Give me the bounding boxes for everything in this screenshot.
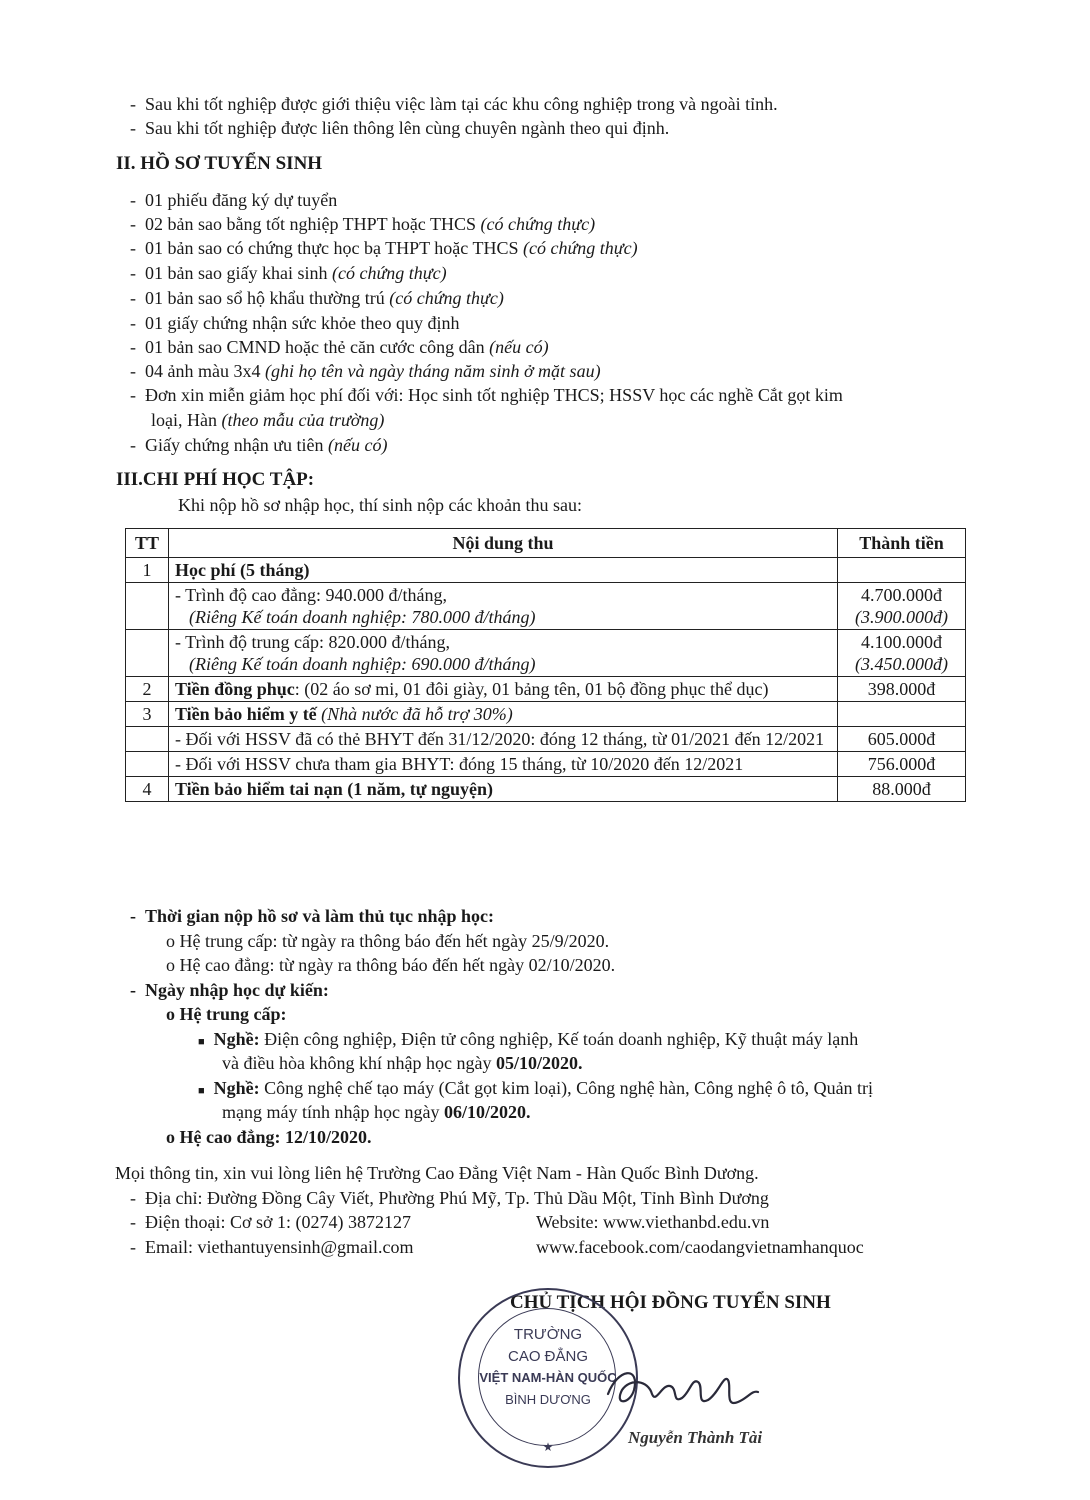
row-number: 2 <box>126 677 169 702</box>
row-amount <box>838 630 966 677</box>
row-number: 3 <box>126 702 169 727</box>
square-bullet-icon: ■ <box>198 1036 205 1048</box>
document-item: - 01 bản sao giấy khai sinh (có chứng thực) <box>130 263 447 283</box>
square-bullet-icon: ■ <box>198 1085 205 1097</box>
item-note: (có chứng thực) <box>480 214 596 234</box>
table-row <box>126 630 966 677</box>
document-item: - 01 giấy chứng nhận sức khỏe theo quy định <box>130 313 460 333</box>
section-3-intro: Khi nộp hồ sơ nhập học, thí sinh nộp các khoản thu sau: <box>178 495 582 515</box>
section-3-title: III.CHI PHÍ HỌC TẬP: <box>116 469 315 490</box>
enroll-title-text: Ngày nhập học dự kiến: <box>145 980 329 1000</box>
nghe-date: 06/10/2020. <box>443 1102 531 1122</box>
item-note: (theo mẫu của trường) <box>221 410 385 430</box>
row-amount: 398.000đ <box>838 677 966 702</box>
contact-phone-text: Điện thoại: Cơ sở 1: (0274) 3872127 <box>145 1212 412 1232</box>
col-header-tt: TT <box>126 529 169 558</box>
item-note: (có chứng thực) <box>522 238 638 258</box>
document-item: - 01 phiếu đăng ký dự tuyển <box>130 190 338 210</box>
enroll-cd: o Hệ cao đẳng: 12/10/2020. <box>166 1127 372 1147</box>
document-item: - 02 bản sao bằng tốt nghiệp THPT hoặc THCS (có chứng thực) <box>130 214 596 234</box>
col-header-amount: Thành tiền <box>838 529 966 558</box>
nghe-item-2 <box>198 1077 873 1102</box>
row-content <box>169 702 838 727</box>
amount-note: (3.450.000đ) <box>855 654 948 674</box>
row-content: - Đối với HSSV đã có thẻ BHYT đến 31/12/2020: đóng 12 tháng, từ 01/2021 đến 12/2021 <box>169 727 838 752</box>
row-content <box>169 583 838 630</box>
row-label: Học phí (5 tháng) <box>169 558 838 583</box>
item-text: loại, Hàn <box>151 410 222 430</box>
table-row <box>126 702 966 727</box>
item-note: (có chứng thực) <box>389 288 504 308</box>
document-item: - 01 bản sao CMND hoặc thẻ căn cước công dân (nếu có) <box>130 337 549 357</box>
contact-address: - Địa chỉ: Đường Đồng Cây Viết, Phường Phú Mỹ, Tp. Thủ Dầu Một, Tỉnh Bình Dương <box>130 1188 769 1208</box>
document-item: - Giấy chứng nhận ưu tiên (nếu có) <box>130 435 388 455</box>
enroll-tc-text: Hệ trung cấp: <box>179 1004 287 1024</box>
submit-tc: o Hệ trung cấp: từ ngày ra thông báo đến hết ngày 25/9/2020. <box>166 931 610 951</box>
section-2-title: II. HỒ SƠ TUYỂN SINH <box>116 153 323 174</box>
row-content <box>169 677 838 702</box>
row-content <box>169 630 838 677</box>
row-number: 4 <box>126 777 169 802</box>
nghe-date: 05/10/2020. <box>495 1053 583 1073</box>
seal-line-2: CAO ĐẲNG <box>507 1348 588 1365</box>
item-note: (ghi họ tên và ngày tháng năm sinh ở mặt sau) <box>264 361 601 381</box>
seal-star-icon: ★ <box>542 1440 554 1454</box>
item-note: (có chứng thực) <box>331 263 447 283</box>
item-text: 04 ảnh màu 3x4 <box>145 361 265 381</box>
amount-value: 4.100.000đ <box>861 632 942 652</box>
document-item: - 01 bản sao sổ hộ khẩu thường trú (có chứng thực) <box>130 288 504 308</box>
item-text: Đơn xin miễn giảm học phí đối với: Học sinh tốt nghiệp THCS; HSSV học các nghề Cắt gọt kim <box>145 385 843 405</box>
enroll-tc-title: o Hệ trung cấp: <box>166 1004 287 1024</box>
table-header-row <box>126 529 966 558</box>
row-amount <box>838 702 966 727</box>
item-note: (nếu có) <box>489 337 549 357</box>
submit-cd-text: Hệ cao đẳng: từ ngày ra thông báo đến hết ngày 02/10/2020. <box>179 955 616 975</box>
seal-line-4: BÌNH DƯƠNG <box>505 1392 591 1407</box>
col-header-content: Nội dung thu <box>169 529 838 558</box>
row-label: Tiền bảo hiểm tai nạn (1 năm, tự nguyện) <box>169 777 838 802</box>
seal-line-3: VIỆT NAM-HÀN QUỐC <box>479 1370 617 1385</box>
row-amount: 756.000đ <box>838 752 966 777</box>
item-text: 01 giấy chứng nhận sức khỏe theo quy định <box>145 313 460 333</box>
nghe-label: Nghề: <box>213 1078 260 1098</box>
signer-name: Nguyễn Thành Tài <box>628 1428 763 1447</box>
submit-title: - Thời gian nộp hồ sơ và làm thủ tục nhập học: <box>130 906 495 926</box>
contact-website: Website: www.viethanbd.edu.vn <box>536 1212 770 1232</box>
contact-facebook: www.facebook.com/caodangvietnamhanquoc <box>536 1237 864 1257</box>
row-label: Tiền đồng phục <box>175 679 295 699</box>
row-label: Tiền bảo hiểm y tế <box>175 704 322 724</box>
row-number <box>126 727 169 752</box>
table-row <box>126 558 966 583</box>
handwritten-signature <box>600 1360 770 1420</box>
amount-value: 4.700.000đ <box>861 585 942 605</box>
row-line: - Trình độ trung cấp: 820.000 đ/tháng, <box>175 632 450 652</box>
submit-title-text: Thời gian nộp hồ sơ và làm thủ tục nhập học: <box>145 906 495 926</box>
row-number: 1 <box>126 558 169 583</box>
nghe-item-2-cont <box>222 1101 530 1123</box>
row-line: - Trình độ cao đẳng: 940.000 đ/tháng, <box>175 585 447 605</box>
table-row <box>126 583 966 630</box>
submit-cd: o Hệ cao đẳng: từ ngày ra thông báo đến hết ngày 02/10/2020. <box>166 955 616 975</box>
row-amount <box>838 558 966 583</box>
row-note: (Nhà nước đã hỗ trợ 30%) <box>321 704 513 724</box>
nghe-item-1 <box>198 1028 858 1053</box>
item-text: 01 phiếu đăng ký dự tuyển <box>145 190 338 210</box>
document-item: - Đơn xin miễn giảm học phí đối với: Học sinh tốt nghiệp THCS; HSSV học các nghề Cắt gọt kim <box>130 385 843 405</box>
row-note: (Riêng Kế toán doanh nghiệp: 690.000 đ/tháng) <box>189 654 536 674</box>
intro-bullet-text: Sau khi tốt nghiệp được liên thông lên cùng chuyên ngành theo qui định. <box>145 118 670 138</box>
nghe-text: Công nghệ chế tạo máy (Cắt gọt kim loại), Công nghệ hàn, Công nghệ ô tô, Quản trị <box>259 1078 874 1098</box>
item-text: 02 bản sao bằng tốt nghiệp THPT hoặc THCS <box>145 214 481 234</box>
item-text: 01 bản sao giấy khai sinh <box>145 263 332 283</box>
contact-email: - Email: viethantuyensinh@gmail.com <box>130 1237 414 1257</box>
submit-tc-text: Hệ trung cấp: từ ngày ra thông báo đến hết ngày 25/9/2020. <box>179 931 610 951</box>
nghe-text: Điện công nghiệp, Điện tử công nghiệp, Kế toán doanh nghiệp, Kỹ thuật máy lạnh <box>259 1029 859 1049</box>
intro-bullet: - Sau khi tốt nghiệp được liên thông lên cùng chuyên ngành theo qui định. <box>130 118 670 138</box>
row-amount <box>838 583 966 630</box>
seal-line-1: TRƯỜNG <box>513 1326 583 1343</box>
enroll-title: - Ngày nhập học dự kiến: <box>130 980 329 1000</box>
row-number <box>126 752 169 777</box>
contact-address-text: Địa chỉ: Đường Đồng Cây Viết, Phường Phú Mỹ, Tp. Thủ Dầu Một, Tỉnh Bình Dương <box>145 1188 769 1208</box>
row-note: (Riêng Kế toán doanh nghiệp: 780.000 đ/tháng) <box>189 607 536 627</box>
contact-phone: - Điện thoại: Cơ sở 1: (0274) 3872127 <box>130 1212 412 1232</box>
item-text: 01 bản sao CMND hoặc thẻ căn cước công dân <box>145 337 490 357</box>
row-content: - Đối với HSSV chưa tham gia BHYT: đóng 15 tháng, từ 10/2020 đến 12/2021 <box>169 752 838 777</box>
document-item: - 04 ảnh màu 3x4 (ghi họ tên và ngày tháng năm sinh ở mặt sau) <box>130 361 601 381</box>
contact-email-text: Email: viethantuyensinh@gmail.com <box>145 1237 414 1257</box>
table-row <box>126 677 966 702</box>
row-amount: 605.000đ <box>838 727 966 752</box>
amount-note: (3.900.000đ) <box>855 607 948 627</box>
intro-bullet: - Sau khi tốt nghiệp được giới thiệu việc làm tại các khu công nghiệp trong và ngoài tỉnh. <box>130 94 778 114</box>
document-item-cont <box>151 409 384 431</box>
table-row <box>126 777 966 802</box>
item-text: 01 bản sao sổ hộ khẩu thường trú <box>145 288 390 308</box>
row-number <box>126 583 169 630</box>
fee-table <box>125 528 966 802</box>
table-row <box>126 727 966 752</box>
row-text: : (02 áo sơ mi, 01 đôi giày, 01 bảng tên, 01 bộ đồng phục thể dục) <box>294 679 769 699</box>
table-row <box>126 752 966 777</box>
enroll-cd-text: Hệ cao đẳng: 12/10/2020. <box>179 1127 372 1147</box>
nghe-text: mạng máy tính nhập học ngày <box>222 1102 444 1122</box>
signature-title: CHỦ TỊCH HỘI ĐỒNG TUYỂN SINH <box>510 1292 831 1313</box>
row-number <box>126 630 169 677</box>
document-item: - 01 bản sao có chứng thực học bạ THPT hoặc THCS (có chứng thực) <box>130 238 638 258</box>
row-amount: 88.000đ <box>838 777 966 802</box>
intro-bullet-text: Sau khi tốt nghiệp được giới thiệu việc làm tại các khu công nghiệp trong và ngoài tỉnh. <box>145 94 778 114</box>
item-text: 01 bản sao có chứng thực học bạ THPT hoặc THCS <box>145 238 523 258</box>
nghe-text: và điều hòa không khí nhập học ngày <box>222 1053 496 1073</box>
item-note: (nếu có) <box>327 435 388 455</box>
item-text: Giấy chứng nhận ưu tiên <box>145 435 328 455</box>
nghe-item-1-cont <box>222 1052 582 1074</box>
nghe-label: Nghề: <box>213 1029 260 1049</box>
contact-intro: Mọi thông tin, xin vui lòng liên hệ Trường Cao Đẳng Việt Nam - Hàn Quốc Bình Dương. <box>115 1163 759 1183</box>
